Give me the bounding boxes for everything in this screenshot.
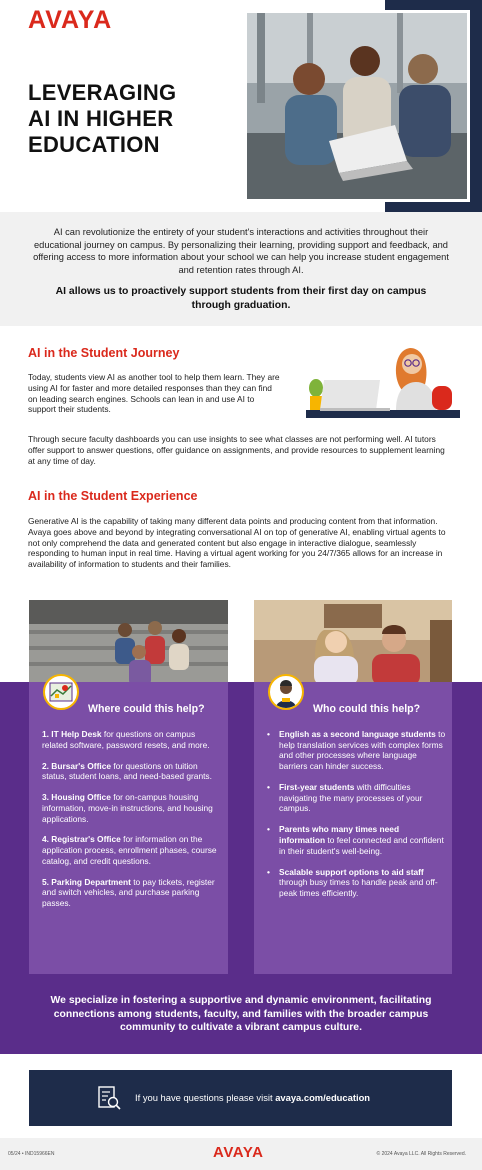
- list-item: • Parents who many times need information to feel connected and confident in their student's well-being.: [267, 824, 444, 856]
- journey-paragraph-2: Through secure faculty dashboards you can use insights to see what classes are not performing well. AI tutors offer support to answer questions, offer guidance on assignments, and provide resources to supplement learning at any time of day.: [28, 434, 445, 466]
- who-title: Who could this help?: [313, 703, 421, 715]
- hero-photo: [244, 10, 470, 202]
- bullet: •: [267, 866, 270, 877]
- list-item: • English as a second language students to help translation services with complex forms and other processes where language barriers can hinder success.: [267, 729, 446, 772]
- where-list: [42, 729, 220, 919]
- document-code: 05/24 • IND15966EN: [8, 1151, 55, 1157]
- headline-line-3: EDUCATION: [28, 132, 160, 157]
- campus-map-icon: [43, 674, 79, 710]
- headline-line-2: AI IN HIGHER: [28, 106, 174, 131]
- list-item: • Scalable support options to aid staff through busy times to handle peak and off-peak times efficiently.: [267, 866, 438, 898]
- intro-highlight: AI allows us to proactively support students from their first day on campus through graduation.: [55, 286, 427, 311]
- cta-text: If you have questions please visit avaya.com/education: [135, 1092, 371, 1103]
- header: [0, 0, 482, 212]
- list-item: 5. Parking Department to pay tickets, register and switch vehicles, and purchase parking passes.: [42, 876, 215, 909]
- intro-paragraph: AI can revolutionize the entirety of your student's interactions and activities throughout their educational journey on campus. By personalizing their learning, providing support and feedback, and offering access to more information about your school we can help you increase student engagement and retention rates through AI.: [33, 227, 449, 275]
- footer: [0, 1138, 482, 1170]
- cta-banner[interactable]: [29, 1070, 452, 1126]
- bullet: •: [267, 782, 270, 792]
- closing-statement: We specialize in fostering a supportive and dynamic environment, facilitating connections among students, faculty, and families with the broader campus community to cultivate a vibrant campus culture.: [50, 995, 432, 1033]
- cta-link[interactable]: avaya.com/education: [275, 1092, 371, 1103]
- student-laptop-illustration: [306, 338, 460, 422]
- list-item: 3. Housing Office for on-campus housing information, move-in instructions, and housing applications.: [42, 792, 213, 824]
- avaya-logo[interactable]: AVAYA: [28, 6, 113, 34]
- list-item: • First-year students with difficulties navigating the many processes of your campus.: [267, 782, 423, 814]
- intro-section: [0, 212, 482, 326]
- page-title: [28, 80, 238, 158]
- where-title: Where could this help?: [88, 703, 205, 715]
- document-search-icon: [95, 1084, 123, 1112]
- journey-title: AI in the Student Journey: [28, 346, 180, 360]
- journey-paragraph-1: Today, students view AI as another tool to help them learn. They are using AI for faster and more detailed responses than they can find on leading search engines. Schools can lean in and use AI to support their students.: [28, 372, 280, 415]
- list-item: 2. Bursar's Office for questions on tuition status, student loans, and need-based grants.: [42, 760, 212, 782]
- bullet: •: [267, 729, 270, 739]
- list-item: 4. Registrar's Office for information on the application process, enrollment phases, course catalog, and credit questions.: [42, 834, 217, 866]
- footer-avaya-logo[interactable]: AVAYA: [213, 1144, 264, 1161]
- copyright: © 2024 Avaya LLC. All Rights Reserved.: [376, 1151, 466, 1157]
- experience-paragraph: Generative AI is the capability of taking many different data points and producing content from that information. Avaya goes above and beyond by integrating conversational AI on top of generative AI, enabling virtual agents to not only comprehend the data and generated content but also engage in interactive dialogue, seamlessly responding to human input in real time. Having a virtual agent working for you 24/7/365 allows for an increase in availability of information to students and their families.: [28, 516, 446, 570]
- who-list: [267, 729, 447, 909]
- headline-line-1: LEVERAGING: [28, 80, 177, 105]
- experience-title: AI in the Student Experience: [28, 489, 198, 503]
- bullet: •: [267, 824, 270, 835]
- list-item: 1. IT Help Desk for questions on campus related software, password resets, and more.: [42, 729, 210, 750]
- student-avatar-icon: [268, 674, 304, 710]
